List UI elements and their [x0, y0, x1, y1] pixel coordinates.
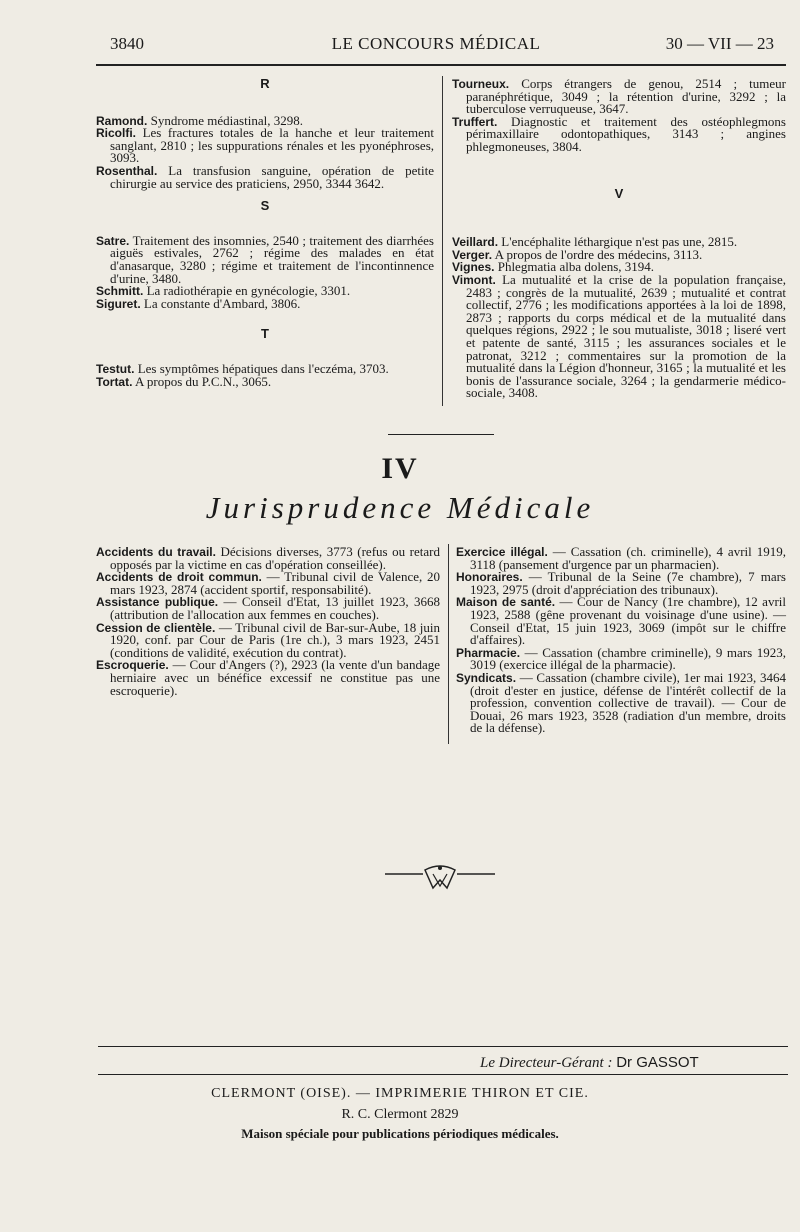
entry-text: La constante d'Ambard, 3806.: [140, 295, 301, 311]
director-label: Le Directeur-Gérant :: [480, 1055, 613, 1071]
jurisprudence-entry: [456, 571, 786, 596]
jurisprudence-column-divider: [448, 544, 449, 744]
printer-registration: R. C. Clermont 2829: [341, 1107, 459, 1122]
entry-text: La radiothérapie en gynécologie, 3301.: [143, 283, 351, 299]
jurisprudence-entry: [456, 669, 786, 736]
page-number: 3840: [110, 34, 144, 53]
jurisprudence-left-column: [96, 546, 440, 697]
section-title: Jurisprudence Médicale: [205, 490, 595, 525]
printer-tagline: Maison spéciale pour publications périodiques médicales.: [241, 1126, 559, 1141]
entry-text: — Tribunal civil de Bar-sur-Aube, 18 juin 1920, conf. par Cour de Paris (1re ch.), 3 mars 1923, 2451 (conditions de validité, exécution du contrat).: [110, 619, 441, 660]
letter-heading-r: R: [260, 76, 270, 91]
entry-text: Les fractures totales de la hanche et leur traitement sanglant, 2810 ; les suppurations rénales et les pyonéphroses, 3093.: [110, 125, 434, 166]
author-name: Siguret.: [96, 296, 141, 311]
topic-name: Pharmacie.: [456, 645, 521, 660]
author-name: Schmitt.: [96, 284, 144, 299]
index-left-column: [96, 78, 434, 388]
jurisprudence-entry: [96, 546, 440, 571]
entry-text: — Cassation (chambre civile), 1er mai 1923, 3464 (droit d'ester en justice, défense de l'intérêt collectif de la profession, convention collective de travail). — Cour de Douai, 26 mars 1923, 3528 (radiation d'un membre, droits de la défense).: [470, 669, 786, 736]
column-divider: [442, 76, 443, 406]
section-number: IV: [381, 452, 419, 485]
jurisprudence-right-column: [456, 546, 786, 735]
entry-text: Décisions diverses, 3773 (refus ou retard opposés par la victime en cas d'opération conseillée).: [110, 544, 440, 572]
index-entry: [96, 127, 434, 165]
topic-name: Exercice illégal.: [456, 545, 548, 559]
director-name: Dr GASSOT: [616, 1054, 699, 1071]
entry-text: Corps étrangers de genou, 2514 ; tumeur paranéphrétique, 3049 ; la rétention d'urine, 3292 ; la tuberculose verruqueuse, 3647.: [466, 76, 786, 117]
entry-text: La transfusion sanguine, opération de petite chirurgie au service des praticiens, 2950, 3344 3642.: [110, 162, 434, 191]
topic-name: Maison de santé.: [456, 595, 556, 610]
section-separator-rule: [388, 434, 494, 435]
index-entry: [452, 78, 786, 116]
director-signature: [480, 1054, 699, 1072]
author-name: Tourneux.: [452, 77, 510, 91]
index-entry: [452, 113, 786, 154]
entry-text: Les symptômes hépatiques dans l'eczéma, 3703.: [134, 360, 389, 376]
entry-text: L'encéphalite léthargique n'est pas une, 2815.: [498, 234, 738, 250]
entry-text: La mutualité et la crise de la population française, 2483 ; congrès de la mutualité, 2639 ; mutualité et contrat collectif, 2776 ; les modifications apportées à la loi de 1898, 2873 ; rapports du corps médical et de la mutualité dans quelques régions, 2922 ; le sou mutualiste, 3018 ; liseré vert et patente de santé, 3115 ; les assurances sociales et le patronat, 3212 ; commentaires sur la promotion de la mutualité dans la Légion d'honneur, 3165 ; la mutualité et les bonis de l'assurance sociale, 3264 ; la gendarmerie médico-sociale, 3408.: [466, 271, 786, 401]
index-entry: [96, 295, 434, 311]
entry-text: Phlegmatia alba dolens, 3194.: [494, 259, 655, 275]
topic-name: Syndicats.: [456, 670, 517, 685]
running-header: [98, 34, 774, 58]
author-name: Tortat.: [96, 374, 133, 389]
jurisprudence-entry: [96, 596, 440, 621]
author-name: Satre.: [96, 233, 130, 248]
topic-name: Honoraires.: [456, 570, 523, 585]
author-name: Ricolfi.: [96, 126, 137, 141]
topic-name: Accidents de droit commun.: [96, 570, 262, 585]
author-name: Truffert.: [452, 114, 498, 129]
letter-heading-s: S: [260, 198, 270, 214]
index-entry: [96, 232, 434, 286]
jurisprudence-entry: [96, 659, 440, 697]
entry-text: — Tribunal de la Seine (7e chambre), 7 mars 1923, 2975 (droit d'appréciation des tribunaux).: [470, 569, 786, 597]
jurisprudence-entry: [456, 644, 786, 673]
entry-text: — Cassation (chambre criminelle), 9 mars 1923, 3019 (exercice illégal de la pharmacie).: [470, 644, 786, 673]
topic-name: Cession de clientèle.: [96, 620, 216, 635]
letter-heading-v: V: [614, 185, 624, 201]
jurisprudence-entry: [456, 546, 786, 571]
author-name: Veillard.: [452, 235, 499, 250]
printer-address: CLERMONT (OISE). — IMPRIMERIE THIRON ET CIE.: [211, 1086, 589, 1101]
issue-date: 30 — VII — 23: [665, 34, 774, 53]
header-rule: [96, 64, 786, 66]
topic-name: Escroquerie.: [96, 658, 169, 673]
jurisprudence-entry: [96, 619, 441, 660]
entry-text: A propos du P.C.N., 3065.: [132, 373, 272, 389]
journal-title: LE CONCOURS MÉDICAL: [331, 34, 541, 53]
footer-rule-top: [98, 1046, 788, 1047]
entry-text: Syndrome médiastinal, 3298.: [147, 112, 303, 128]
entry-text: — Cour d'Angers (?), 2923 (la vente d'un bandage herniaire avec un bénéfice excessif ne constitue pas une escroquerie).: [110, 657, 440, 698]
entry-text: — Conseil d'Etat, 13 juillet 1923, 3668 (attribution de l'allocation aux femmes en couches).: [110, 594, 440, 622]
letter-heading-t: T: [261, 326, 269, 342]
author-name: Ramond.: [96, 113, 148, 128]
index-entry: [452, 271, 786, 401]
jurisprudence-entry: [96, 571, 440, 596]
footer-rule-middle: [98, 1074, 788, 1075]
entry-text: Traitement des insomnies, 2540 ; traitement des diarrhées aiguës estivales, 2762 ; régime des malades en état d'anasarque, 3280 ; régime et traitement de l'incontinnence d'urine, 3480.: [110, 232, 434, 286]
entry-text: Diagnostic et traitement des ostéophlegmons périmaxillaire odontopathiques, 3143 ; angines phlegmoneuses, 3804.: [466, 113, 786, 154]
decorative-ornament-icon: [385, 858, 495, 898]
index-entry: [96, 162, 434, 191]
topic-name: Assistance publique.: [96, 595, 219, 610]
author-name: Verger.: [452, 247, 493, 262]
topic-name: Accidents du travail.: [96, 545, 216, 559]
author-name: Testut.: [96, 361, 135, 376]
index-entry: [96, 373, 434, 389]
author-name: Vignes.: [452, 260, 495, 275]
author-name: Vimont.: [452, 272, 496, 287]
index-right-column: [452, 78, 786, 400]
author-name: Rosenthal.: [96, 163, 158, 178]
entry-text: — Cassation (ch. criminelle), 4 avril 1919, 3118 (pansement d'urgence par un pharmacien).: [470, 544, 786, 572]
entry-text: A propos de l'ordre des médecins, 3113.: [492, 246, 703, 262]
entry-text: — Cour de Nancy (1re chambre), 12 avril 1923, 2588 (gêne provenant du voisinage d'une usine). — Conseil d'Etat, 15 juin 1923, 3069 (impôt sur le chiffre d'affaires).: [470, 594, 787, 648]
jurisprudence-entry: [456, 596, 786, 646]
entry-text: — Tribunal civil de Valence, 20 mars 1923, 2874 (accident sportif, responsabilité).: [110, 569, 440, 597]
